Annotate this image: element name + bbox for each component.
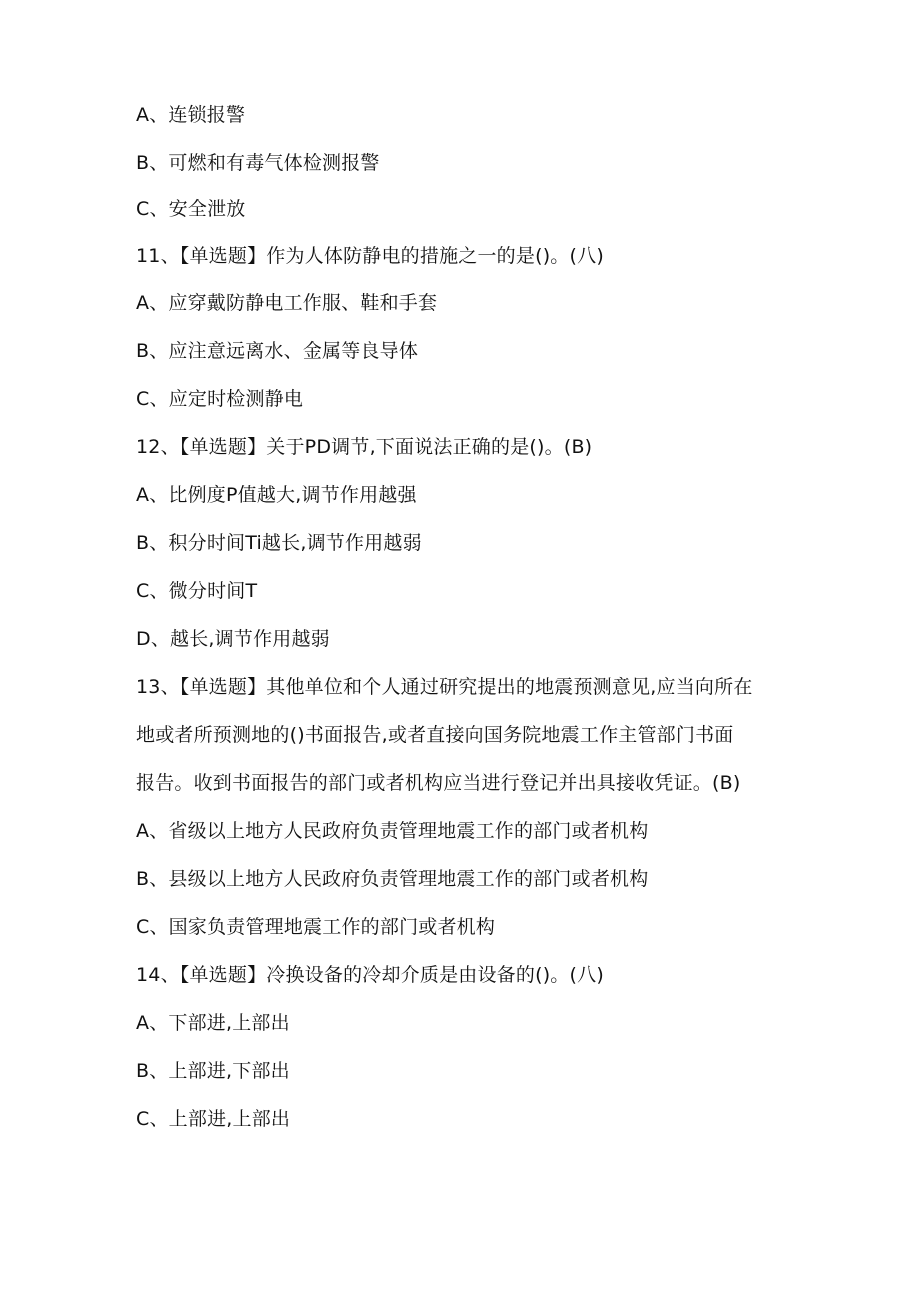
q14-option-b: B、上部进,下部出 — [136, 1060, 290, 1082]
q11-option-c: C、应定时检测静电 — [136, 388, 304, 410]
q13-question-line-1: 13、【单选题】其他单位和个人通过研究提出的地震预测意见,应当向所在 — [136, 676, 753, 698]
q13-option-c: C、国家负责管理地震工作的部门或者机构 — [136, 916, 496, 938]
q13-question-line-3: 报告。收到书面报告的部门或者机构应当进行登记并出具接收凭证。(B) — [136, 772, 741, 794]
q13-question-line-2: 地或者所预测地的()书面报告,或者直接向国务院地震工作主管部门书面 — [136, 724, 734, 746]
q12-option-a: A、比例度P值越大,调节作用越强 — [136, 484, 417, 506]
q10-option-a: A、连锁报警 — [136, 104, 246, 126]
q12-option-c: C、微分时间T — [136, 580, 258, 602]
q10-option-c: C、安全泄放 — [136, 198, 246, 220]
q13-option-b: B、县级以上地方人民政府负责管理地震工作的部门或者机构 — [136, 868, 649, 890]
q14-question: 14、【单选题】冷换设备的冷却介质是由设备的()。(八) — [136, 964, 604, 986]
q11-option-b: B、应注意远离水、金属等良导体 — [136, 340, 419, 362]
q14-option-a: A、下部进,上部出 — [136, 1012, 290, 1034]
q12-option-d: D、越长,调节作用越弱 — [136, 628, 330, 650]
q13-option-a: A、省级以上地方人民政府负责管理地震工作的部门或者机构 — [136, 820, 649, 842]
q14-option-c: C、上部进,上部出 — [136, 1108, 291, 1130]
q11-option-a: A、应穿戴防静电工作服、鞋和手套 — [136, 292, 438, 314]
q12-option-b: B、积分时间Ti越长,调节作用越弱 — [136, 532, 422, 554]
q10-option-b: B、可燃和有毒气体检测报警 — [136, 152, 380, 174]
q11-question: 11、【单选题】作为人体防静电的措施之一的是()。(八) — [136, 245, 604, 267]
q12-question: 12、【单选题】关于PD调节,下面说法正确的是()。(B) — [136, 436, 593, 458]
